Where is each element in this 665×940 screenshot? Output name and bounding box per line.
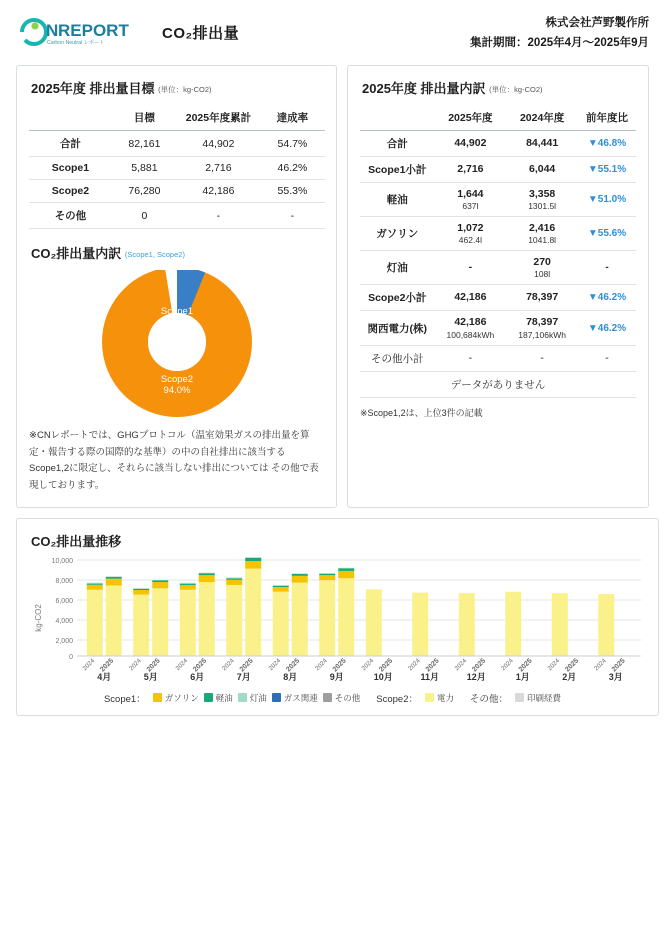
header-left (16, 14, 239, 50)
breakdown-note: ※Scope1,2は、上位3件の記載 (360, 407, 483, 418)
trend-group-label: 2025 (564, 657, 581, 674)
period-text: 集計期間：2025年4月〜2025年9月 (470, 36, 649, 49)
legend-group-scope1 (104, 691, 360, 705)
legend-item-gas (272, 692, 318, 704)
legend-swatch-gas (272, 693, 281, 702)
breakdown-row-1-rate: ▼55.1% (578, 157, 636, 183)
breakdown-row-6-y2024-sub: 187,106kWh (518, 329, 566, 340)
breakdown-row-5-y2024: 78,397 (526, 291, 559, 304)
goal-row-2-label: Scope2 (29, 180, 112, 203)
trend-bar-segment (338, 571, 354, 578)
goal-col-0 (29, 105, 112, 131)
trend-bar-segment (505, 591, 521, 655)
breakdown-row-3-y2024-sub: 1041.8l (528, 235, 557, 246)
trend-month-label: 7月 (236, 671, 251, 682)
trend-group-label: 2025 (610, 657, 627, 674)
trend-bar-segment (133, 588, 149, 589)
trend-bar-segment (199, 573, 215, 575)
trend-month-label: 10月 (373, 671, 393, 682)
trend-bar-segment (199, 572, 215, 573)
trend-bar-segment (292, 574, 308, 576)
trend-bar-segment (180, 585, 196, 590)
trend-month-label: 6月 (190, 671, 205, 682)
report-header (16, 14, 649, 53)
breakdown-row-0-label: 合計 (360, 131, 435, 157)
breakdown-table (360, 105, 636, 398)
trend-bar-segment (319, 574, 335, 575)
donut-note: ※CNレポートでは、GHGプロトコル（温室効果ガスの排出量を算定・報告する際の国際的な基準）の中の自社排出に該当するScope1,2に限定し、それらに該当しない排出については その他で表現しております。 (29, 430, 319, 491)
trend-bar-segment (199, 575, 215, 582)
trend-bar-segment (226, 578, 242, 579)
trend-bar-segment (87, 589, 103, 655)
legend-label-gas: ガス関連 (283, 692, 318, 703)
trend-month-label: 9月 (329, 671, 344, 682)
svg-text:10,000: 10,000 (51, 557, 73, 565)
trend-y-ticks (52, 558, 74, 661)
trend-group-label: 2025 (424, 657, 441, 674)
breakdown-title-text: 2025年度 排出量内訳 (362, 81, 486, 97)
trend-bar-segment (292, 575, 308, 582)
breakdown-row-3-label: ガソリン (360, 217, 435, 251)
breakdown-row-1-y2024: 6,044 (529, 163, 556, 176)
breakdown-row-3-rate: ▼55.6% (578, 217, 636, 251)
breakdown-row-6-rate: ▼46.2% (578, 311, 636, 345)
legend-item-other-scope1 (323, 692, 361, 704)
legend-other-label: その他： (470, 693, 509, 705)
goal-panel-title (31, 78, 324, 97)
breakdown-row-1-y2025: 2,716 (457, 163, 484, 176)
breakdown-row-2-y2024-sub: 1301.5l (528, 201, 557, 212)
breakdown-col-0 (360, 105, 435, 131)
breakdown-row-3-y2025: 1,072 (457, 222, 484, 235)
trend-month-label: 4月 (97, 671, 112, 682)
legend-group-scope2 (376, 691, 454, 705)
goal-col-1: 目標 (112, 105, 177, 131)
table-row (360, 285, 636, 311)
legend-label-diesel: 軽油 (215, 692, 233, 703)
goal-title-text: 2025年度 排出量目標 (31, 81, 155, 97)
table-row (29, 157, 325, 180)
breakdown-row-0-rate: ▼46.8% (578, 131, 636, 157)
trend-bar-segment (245, 561, 261, 569)
breakdown-row-7-rate: - (578, 345, 636, 371)
breakdown-row-4-y2024: 270 (533, 256, 551, 269)
trend-group-label: 2024 (406, 657, 422, 672)
legend-label-electricity: 電力 (437, 692, 455, 703)
svg-text:Carbon Neutral レポート: Carbon Neutral レポート (47, 40, 105, 46)
right-panel (347, 65, 649, 508)
breakdown-row-5-y2025: 42,186 (454, 291, 487, 304)
breakdown-row-2-y2025: 1,644 (457, 188, 484, 201)
goal-table-header-row (29, 105, 325, 131)
legend-item-printing (515, 692, 561, 704)
trend-bar-segment (273, 586, 289, 587)
donut-title-sub: (Scope1, Scope2) (124, 250, 185, 260)
trend-chart-svg (29, 552, 648, 682)
breakdown-row-6-y2025: 42,186 (454, 316, 487, 329)
legend-swatch-gasoline (153, 693, 162, 702)
breakdown-col-1: 2025年度 (435, 105, 507, 131)
trend-bar-segment (319, 573, 335, 574)
svg-text:2,000: 2,000 (55, 637, 73, 645)
goal-row-1-actual: 2,716 (177, 157, 260, 180)
trend-month-labels (97, 672, 623, 682)
breakdown-row-0-y2025: 44,902 (454, 137, 487, 150)
trend-y-axis-label: kg-CO2 (34, 603, 43, 632)
legend-scope2-label: Scope2： (376, 693, 418, 705)
header-right (470, 14, 649, 53)
svg-text:8,000: 8,000 (55, 577, 73, 585)
trend-group-label: 2024 (81, 657, 97, 672)
breakdown-row-1-label: Scope1小計 (360, 157, 435, 183)
company-name: 株式会社芦野製作所 (545, 17, 649, 29)
trend-bar-segment (180, 583, 196, 584)
goal-row-2-rate: 55.3% (260, 180, 325, 203)
page-title: CO₂排出量 (162, 24, 240, 42)
breakdown-header-row (360, 105, 636, 131)
legend-item-electricity (425, 692, 454, 704)
trend-bar-segment (226, 585, 242, 656)
table-row (360, 251, 636, 285)
donut-value-scope1: 6.0% (165, 317, 188, 329)
trend-bar-segment (106, 578, 122, 585)
trend-bars (77, 557, 639, 656)
trend-group-label: 2024 (220, 657, 236, 672)
goal-row-0-rate: 54.7% (260, 131, 325, 157)
breakdown-nodata: データがありません (360, 371, 636, 397)
legend-group-other (470, 691, 561, 705)
breakdown-row-4-rate: - (578, 251, 636, 285)
trend-group-label: 2024 (592, 657, 608, 672)
goal-col-2: 2025年度累計 (177, 105, 260, 131)
breakdown-row-6-label: 関西電力(株) (360, 311, 435, 345)
table-row (360, 345, 636, 371)
breakdown-row-3-y2024: 2,416 (529, 222, 556, 235)
breakdown-row-5-label: Scope2小計 (360, 285, 435, 311)
trend-bar-segment (273, 585, 289, 586)
table-row (29, 131, 325, 157)
trend-bar-segment (459, 593, 475, 656)
trend-month-label: 2月 (562, 671, 577, 682)
breakdown-row-6-y2025-sub: 100,684kWh (446, 329, 495, 340)
trend-group-labels (81, 657, 626, 673)
goal-col-3: 達成率 (260, 105, 325, 131)
trend-bar-segment (152, 580, 168, 582)
goal-row-2-actual: 42,186 (177, 180, 260, 203)
legend-label-gasoline: ガソリン (164, 692, 199, 703)
trend-bar-segment (292, 573, 308, 574)
goal-row-2-target: 76,280 (112, 180, 177, 203)
trend-month-label: 11月 (420, 671, 440, 682)
trend-group-label: 2024 (499, 657, 515, 672)
breakdown-title-unit: (単位：kg-CO2) (489, 85, 543, 95)
trend-group-label: 2025 (99, 657, 116, 674)
trend-bar-segment (87, 583, 103, 584)
trend-bar-segment (152, 588, 168, 656)
cn-report-logo (16, 14, 144, 50)
trend-bar-segment (552, 593, 568, 656)
trend-bar-segment (412, 592, 428, 655)
goal-row-3-rate: - (260, 203, 325, 229)
breakdown-row-6-y2024: 78,397 (526, 316, 559, 329)
svg-text:REPORT: REPORT (58, 21, 129, 40)
trend-bar-segment (87, 582, 103, 583)
donut-chart-svg (82, 270, 272, 420)
trend-bar-segment (598, 594, 614, 656)
legend-item-diesel (204, 692, 233, 704)
legend-label-other-scope1: その他 (334, 692, 361, 703)
trend-bar-segment (199, 582, 215, 656)
top-panels (16, 65, 649, 508)
breakdown-row-3-y2025-sub: 462.4l (458, 235, 482, 246)
trend-group-label: 2024 (127, 657, 143, 672)
trend-bar-segment (106, 585, 122, 656)
goal-row-3-target: 0 (112, 203, 177, 229)
breakdown-row-2-label: 軽油 (360, 183, 435, 217)
table-row (360, 311, 636, 345)
breakdown-row-0-y2024: 84,441 (526, 137, 559, 150)
legend-swatch-kerosene (238, 693, 247, 702)
breakdown-row-2-y2024: 3,358 (529, 188, 556, 201)
donut-chart (29, 270, 324, 420)
table-row (360, 131, 636, 157)
donut-title-text: CO₂排出量内訳 (31, 246, 122, 262)
trend-month-label: 5月 (143, 671, 158, 682)
goal-row-3-label: その他 (29, 203, 112, 229)
breakdown-row-7-y2025: - (435, 345, 507, 371)
trend-panel (16, 518, 659, 716)
donut-label-scope2: Scope2 (160, 374, 193, 386)
trend-bar-segment (273, 587, 289, 592)
trend-bar-segment (180, 582, 196, 583)
table-row (29, 203, 325, 229)
trend-bar-segment (133, 594, 149, 655)
left-panel (16, 65, 337, 508)
donut-panel-title (31, 243, 324, 262)
trend-bar-segment (106, 577, 122, 579)
trend-bar-segment (273, 591, 289, 655)
trend-bar-segment (338, 578, 354, 656)
trend-bar-segment (133, 590, 149, 595)
trend-group-label: 2025 (471, 657, 488, 674)
legend-swatch-other-scope1 (323, 693, 332, 702)
trend-group-label: 2025 (378, 657, 395, 674)
goal-row-3-actual: - (177, 203, 260, 229)
breakdown-row-2-y2025-sub: 637l (462, 201, 479, 212)
donut-value-scope2: 94.0% (163, 385, 190, 397)
trend-group-label: 2024 (360, 657, 376, 672)
goal-title-unit: (単位：kg-CO2) (158, 85, 212, 95)
trend-group-label: 2025 (192, 657, 209, 674)
table-row (360, 217, 636, 251)
breakdown-row-4-label: 灯油 (360, 251, 435, 285)
trend-month-label: 12月 (466, 671, 486, 682)
breakdown-row-4-y2024-sub: 108l (534, 269, 551, 280)
trend-legend (29, 691, 646, 705)
goal-table (29, 105, 325, 229)
trend-bar-segment (152, 580, 168, 581)
trend-group-label: 2024 (174, 657, 190, 672)
trend-bar-segment (366, 589, 382, 656)
breakdown-row-4-y2025: - (468, 261, 473, 274)
trend-bar-segment (245, 557, 261, 560)
trend-group-label: 2024 (313, 657, 329, 672)
goal-row-1-target: 5,881 (112, 157, 177, 180)
trend-month-label: 3月 (608, 671, 623, 682)
trend-bar-segment (338, 568, 354, 570)
trend-group-label: 2025 (331, 657, 348, 674)
table-row (29, 180, 325, 203)
breakdown-col-3: 前年度比 (578, 105, 636, 131)
trend-bar-segment (245, 557, 261, 558)
trend-month-label: 8月 (283, 671, 298, 682)
goal-row-1-rate: 46.2% (260, 157, 325, 180)
breakdown-panel-title (362, 78, 636, 97)
table-row (360, 183, 636, 217)
breakdown-row-2-rate: ▼51.0% (578, 183, 636, 217)
trend-bar-segment (87, 584, 103, 589)
trend-group-label: 2025 (145, 657, 162, 674)
trend-bar-segment (292, 582, 308, 655)
logo-icon (16, 14, 144, 50)
breakdown-row-7-label: その他小計 (360, 345, 435, 371)
legend-label-kerosene: 灯油 (249, 692, 267, 703)
legend-item-gasoline (153, 692, 199, 704)
svg-text:4,000: 4,000 (55, 617, 73, 625)
trend-group-label: 2024 (453, 657, 469, 672)
legend-item-kerosene (238, 692, 267, 704)
trend-panel-title: CO₂排出量推移 (31, 533, 122, 549)
svg-text:0: 0 (69, 653, 73, 661)
legend-swatch-printing (515, 693, 524, 702)
legend-swatch-electricity (425, 693, 434, 702)
trend-bar-segment (152, 582, 168, 588)
breakdown-col-2: 2024年度 (506, 105, 578, 131)
table-row-nodata (360, 371, 636, 397)
breakdown-row-5-rate: ▼46.2% (578, 285, 636, 311)
trend-bar-segment (106, 576, 122, 577)
trend-group-label: 2025 (517, 657, 534, 674)
trend-group-label: 2025 (285, 657, 302, 674)
trend-group-label: 2025 (238, 657, 255, 674)
trend-group-label: 2024 (546, 657, 562, 672)
table-row (360, 157, 636, 183)
trend-bar-segment (319, 575, 335, 580)
goal-row-0-target: 82,161 (112, 131, 177, 157)
donut-label-scope1: Scope1 (160, 306, 193, 318)
goal-row-1-label: Scope1 (29, 157, 112, 180)
trend-bar-segment (245, 568, 261, 655)
goal-row-0-label: 合計 (29, 131, 112, 157)
goal-row-0-actual: 44,902 (177, 131, 260, 157)
legend-label-printing: 印刷経費 (527, 692, 562, 703)
breakdown-row-7-y2024: - (506, 345, 578, 371)
trend-bar-segment (226, 577, 242, 578)
trend-group-label: 2024 (267, 657, 283, 672)
legend-scope1-label: Scope1： (103, 693, 146, 705)
legend-swatch-diesel (204, 693, 213, 702)
trend-bar-segment (133, 589, 149, 590)
svg-text:6,000: 6,000 (55, 597, 73, 605)
trend-bar-segment (180, 589, 196, 655)
trend-month-label: 1月 (515, 671, 530, 682)
trend-bar-segment (319, 580, 335, 656)
svg-text:N: N (46, 21, 59, 40)
trend-bar-segment (338, 567, 354, 568)
trend-bar-segment (226, 579, 242, 584)
